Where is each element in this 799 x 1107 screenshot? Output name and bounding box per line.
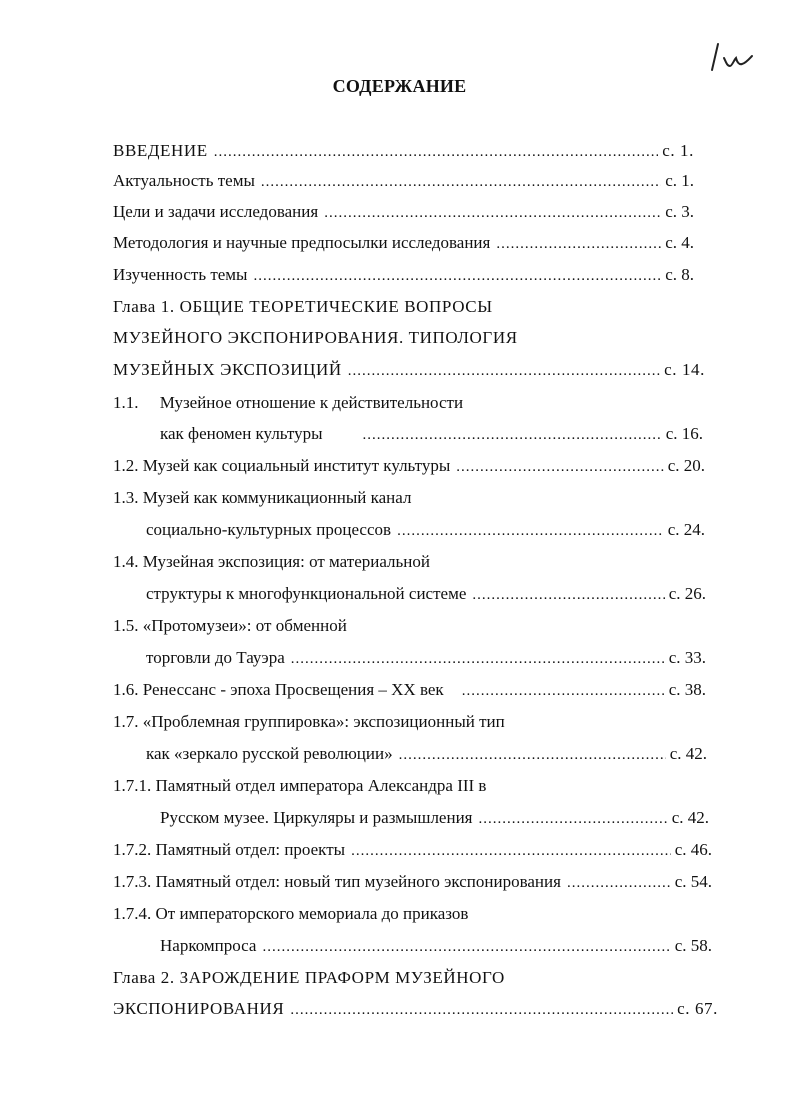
toc-section-1-1-line-1 [113, 391, 705, 415]
toc-entry-text: МУЗЕЙНОГО ЭКСПОНИРОВАНИЯ. ТИПОЛОГИЯ [113, 328, 518, 347]
toc-entry-page: с. 42. [671, 808, 709, 827]
toc-entry-literature [113, 263, 694, 287]
toc-entry-page: с. 33. [668, 648, 706, 667]
toc-entry-text: как феномен культуры [160, 424, 323, 443]
toc-section-1-3-line-2 [146, 518, 705, 542]
toc-entry-text: 1.3. Музей как коммуникационный канал [113, 488, 412, 507]
toc-entry-text: Наркомпроса [160, 936, 257, 955]
toc-section-1-4-line-2 [146, 582, 706, 606]
toc-entry-text: Актуальность темы [113, 171, 255, 190]
handwritten-page-number-drawing [706, 36, 766, 80]
toc-entry-page: с. 3. [665, 202, 694, 221]
toc-entry-text: ВВЕДЕНИЕ [113, 141, 208, 160]
toc-entry-text: 1.6. Ренессанс - эпоха Просвещения – XX век [113, 680, 444, 699]
toc-entry-text: структуры к многофункциональной системе [146, 584, 467, 603]
toc-entry-text: как «зеркало русской революции» [146, 744, 393, 763]
toc-section-1-7-4-line-1 [113, 902, 712, 926]
toc-section-1-1-line-2 [160, 422, 703, 446]
toc-chapter-1-line-2 [113, 326, 694, 350]
toc-chapter-2-line-1 [113, 966, 712, 990]
toc-entry-introduction [113, 139, 694, 163]
toc-entry-text: ЭКСПОНИРОВАНИЯ [113, 999, 285, 1018]
toc-entry-relevance [113, 169, 694, 193]
toc-entry-text: Цели и задачи исследования [113, 202, 319, 221]
toc-section-1-2 [113, 454, 705, 478]
toc-entry-page: с. 54. [674, 872, 712, 891]
toc-entry-text: 1.4. Музейная экспозиция: от материальной [113, 552, 430, 571]
toc-entry-text: 1.7.1. Памятный отдел императора Александра III в [113, 776, 487, 795]
toc-entry-text: Методология и научные предпосылки исследования [113, 233, 491, 252]
toc-section-1-5-line-2 [146, 646, 706, 670]
toc-entry-goals [113, 200, 694, 224]
toc-entry-text: 1.5. «Протомузеи»: от обменной [113, 616, 347, 635]
handwritten-page-number [706, 36, 766, 80]
toc-entry-text: Русском музее. Циркуляры и размышления [160, 808, 473, 827]
toc-entry-page: с. 42. [669, 744, 707, 763]
toc-section-1-7-1-line-2 [160, 806, 709, 830]
toc-entry-text: Изученность темы [113, 265, 248, 284]
toc-entry-page: с. 8. [665, 265, 694, 284]
toc-section-1-7-1-line-1 [113, 774, 707, 798]
toc-entry-page: с. 26. [668, 584, 706, 603]
toc-entry-text: 1.7.2. Памятный отдел: проекты [113, 840, 346, 859]
toc-entry-methodology [113, 231, 694, 255]
toc-chapter-2-line-2 [113, 997, 718, 1021]
toc-section-1-3-line-1 [113, 486, 705, 510]
toc-entry-page: с. 16. [665, 424, 703, 443]
toc-entry-text: 1.7.4. От императорского мемориала до приказов [113, 904, 469, 923]
toc-section-1-7-4-line-2 [160, 934, 712, 958]
toc-entry-page: с. 20. [667, 456, 705, 475]
toc-entry-text: 1.7. «Проблемная группировка»: экспозиционный тип [113, 712, 505, 731]
toc-entry-text: Глава 2. ЗАРОЖДЕНИЕ ПРАФОРМ МУЗЕЙНОГО [113, 968, 505, 987]
toc-section-1-7-line-1 [113, 710, 706, 734]
toc-section-1-4-line-1 [113, 550, 705, 574]
page-title: СОДЕРЖАНИЕ [332, 76, 467, 96]
toc-section-1-5-line-1 [113, 614, 705, 638]
toc-chapter-1-line-3 [113, 358, 705, 382]
toc-entry-text: 1.1. Музейное отношение к действительности [113, 393, 464, 412]
toc-section-1-7-2 [113, 838, 712, 862]
toc-entry-text: 1.7.3. Памятный отдел: новый тип музейного экспонирования [113, 872, 561, 891]
toc-entry-page: с. 46. [674, 840, 712, 859]
toc-section-1-6 [113, 678, 706, 702]
toc-entry-page: с. 4. [665, 233, 694, 252]
toc-entry-text: 1.2. Музей как социальный институт культуры [113, 456, 451, 475]
toc-entry-page: с. 1. [665, 171, 694, 190]
toc-entry-text: Глава 1. ОБЩИЕ ТЕОРЕТИЧЕСКИЕ ВОПРОСЫ [113, 297, 493, 316]
toc-entry-page: с. 38. [668, 680, 706, 699]
toc-entry-text: торговли до Тауэра [146, 648, 285, 667]
toc-section-1-7-3 [113, 870, 712, 894]
toc-entry-page: с. 58. [674, 936, 712, 955]
toc-entry-text: МУЗЕЙНЫХ ЭКСПОЗИЦИЙ [113, 360, 342, 379]
toc-section-1-7-line-2 [146, 742, 707, 766]
toc-entry-page: с. 1. [662, 141, 694, 160]
toc-entry-page: с. 67. [677, 999, 718, 1018]
toc-chapter-1-line-1 [113, 295, 694, 319]
toc-entry-page: с. 14. [664, 360, 705, 379]
toc-entry-page: с. 24. [667, 520, 705, 539]
toc-entry-text: социально-культурных процессов [146, 520, 392, 539]
